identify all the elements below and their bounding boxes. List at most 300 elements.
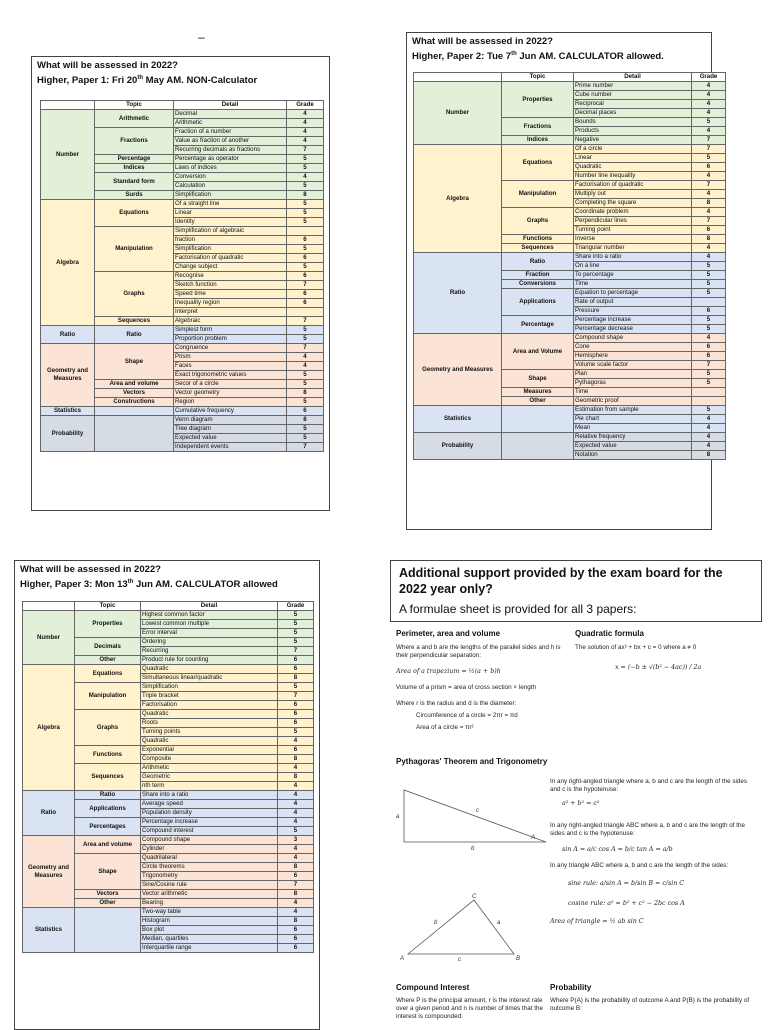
- right-triangle-label-b: b: [471, 846, 475, 852]
- grade-cell: 7: [287, 146, 324, 155]
- detail-cell: Cone: [574, 343, 692, 352]
- grade-cell: 4: [692, 109, 726, 118]
- subtopic-cell: Vectors: [95, 389, 174, 398]
- grade-cell: 4: [287, 119, 324, 128]
- detail-cell: Quadrilateral: [141, 854, 278, 863]
- detail-cell: Recurring decimals as fractions: [174, 146, 287, 155]
- topic-cell: Ratio: [414, 253, 502, 334]
- detail-cell: Expected value: [574, 442, 692, 451]
- detail-cell: Negative: [574, 136, 692, 145]
- compound-text: Where P is the principal amount, r is the interest rate over a given period and n is number of times that the interest is compounded:: [396, 997, 544, 1020]
- detail-cell: Recognise: [174, 272, 287, 281]
- detail-cell: Trigonometry: [141, 872, 278, 881]
- detail-cell: Vector geometry: [174, 389, 287, 398]
- grade-cell: 5: [278, 638, 314, 647]
- detail-cell: Turning point: [574, 226, 692, 235]
- table-row: [414, 145, 726, 154]
- detail-cell: Of a straight line: [174, 200, 287, 209]
- compound-heading: Compound Interest: [396, 983, 470, 992]
- prism-formula: Volume of a prism = area of cross section × length: [396, 684, 537, 691]
- grade-cell: 4: [692, 91, 726, 100]
- detail-cell: Coordinate problem: [574, 208, 692, 217]
- detail-cell: Pie chart: [574, 415, 692, 424]
- detail-cell: Sine/Cosine rule: [141, 881, 278, 890]
- detail-cell: Laws of indices: [174, 164, 287, 173]
- grade-cell: 7: [278, 692, 314, 701]
- column-header: Grade: [287, 101, 324, 110]
- grade-cell: 8: [287, 191, 324, 200]
- grade-cell: 5: [692, 370, 726, 379]
- tri-label-B: B: [516, 956, 521, 962]
- grade-cell: 5: [287, 263, 324, 272]
- assessment-table: [413, 72, 726, 460]
- grade-cell: 6: [692, 352, 726, 361]
- detail-cell: nth term: [141, 782, 278, 791]
- grade-cell: 5: [287, 182, 324, 191]
- detail-cell: Notation: [574, 451, 692, 460]
- topic-cell: Geometry and Measures: [414, 334, 502, 406]
- right-triangle-label-c: c: [476, 808, 479, 814]
- column-header: Topic: [75, 602, 141, 611]
- subtopic-cell: [95, 416, 174, 452]
- detail-cell: Prime number: [574, 82, 692, 91]
- subtopic-cell: Arithmetic: [95, 110, 174, 128]
- topic-cell: Number: [41, 110, 95, 200]
- grade-cell: 4: [692, 127, 726, 136]
- subtopic-cell: Standard form: [95, 173, 174, 191]
- detail-cell: Expected value: [174, 434, 287, 443]
- detail-cell: Change subject: [174, 263, 287, 272]
- detail-cell: Percentage increase: [574, 316, 692, 325]
- detail-cell: Geometric proof: [574, 397, 692, 406]
- detail-cell: Decimal places: [574, 109, 692, 118]
- grade-cell: 4: [692, 442, 726, 451]
- detail-cell: Simplification: [174, 245, 287, 254]
- column-header: Topic: [502, 73, 574, 82]
- table-row: [41, 416, 324, 425]
- grade-cell: 7: [278, 881, 314, 890]
- detail-cell: Quadratic: [141, 710, 278, 719]
- table-row: [23, 665, 314, 674]
- detail-cell: Exact trigonometric values: [174, 371, 287, 380]
- detail-cell: Lowest common multiple: [141, 620, 278, 629]
- column-header: Detail: [574, 73, 692, 82]
- subtopic-cell: Sequences: [75, 764, 141, 791]
- topic-cell: Algebra: [414, 145, 502, 253]
- formula-title: Additional support provided by the exam board for the 2022 year only?: [399, 566, 723, 596]
- detail-cell: Vector arithmetic: [141, 890, 278, 899]
- subtopic-cell: Ratio: [502, 253, 574, 271]
- tri-label-c: c: [458, 957, 461, 962]
- detail-cell: Prism: [174, 353, 287, 362]
- detail-cell: Histogram: [141, 917, 278, 926]
- detail-cell: Percentage increase: [141, 818, 278, 827]
- table-row: [23, 791, 314, 800]
- subtopic-cell: Shape: [75, 854, 141, 890]
- detail-cell: Conversion: [174, 173, 287, 182]
- detail-cell: Fraction of a number: [174, 128, 287, 137]
- grade-cell: 8: [278, 755, 314, 764]
- detail-cell: Calculation: [174, 182, 287, 191]
- detail-cell: Mean: [574, 424, 692, 433]
- detail-cell: Interquartile range: [141, 944, 278, 953]
- table-row: [23, 908, 314, 917]
- detail-cell: Arithmetic: [141, 764, 278, 773]
- detail-cell: Turning points: [141, 728, 278, 737]
- subtopic-cell: [95, 407, 174, 416]
- subtopic-cell: Fraction: [502, 271, 574, 280]
- detail-cell: Percentage decrease: [574, 325, 692, 334]
- grade-cell: 7: [692, 181, 726, 190]
- table-row: [23, 836, 314, 845]
- grade-cell: [692, 298, 726, 307]
- detail-cell: Sketch function: [174, 281, 287, 290]
- grade-cell: 5: [278, 683, 314, 692]
- detail-cell: Inequality region: [174, 299, 287, 308]
- detail-cell: Two-way table: [141, 908, 278, 917]
- header-blank: [414, 73, 502, 82]
- grade-cell: 8: [287, 416, 324, 425]
- compound-section: [396, 984, 546, 1021]
- detail-cell: On a line: [574, 262, 692, 271]
- detail-cell: Quadratic: [141, 737, 278, 746]
- right-triangle-label-a: a: [396, 814, 400, 820]
- detail-cell: Speed time: [174, 290, 287, 299]
- topic-cell: Number: [23, 611, 75, 665]
- detail-cell: Cube number: [574, 91, 692, 100]
- subtopic-cell: Fractions: [95, 128, 174, 155]
- topic-cell: Algebra: [41, 200, 95, 326]
- grade-cell: 4: [278, 764, 314, 773]
- grade-cell: 5: [692, 271, 726, 280]
- subtopic-cell: Graphs: [95, 272, 174, 317]
- grade-cell: 5: [692, 316, 726, 325]
- detail-cell: Volume scale factor: [574, 361, 692, 370]
- grade-cell: 6: [287, 254, 324, 263]
- header-blank: [23, 602, 75, 611]
- detail-cell: Triple bracket: [141, 692, 278, 701]
- detail-cell: Identity: [174, 218, 287, 227]
- table-row: [414, 82, 726, 91]
- detail-cell: Pressure: [574, 307, 692, 316]
- column-header: Grade: [692, 73, 726, 82]
- grade-cell: 3: [278, 836, 314, 845]
- detail-cell: Quadratic: [574, 163, 692, 172]
- formula-header-box: [390, 560, 762, 622]
- detail-cell: Quadratic: [141, 665, 278, 674]
- grade-cell: 6: [692, 343, 726, 352]
- grade-cell: 5: [278, 827, 314, 836]
- detail-cell: To percentage: [574, 271, 692, 280]
- subtopic-cell: Indices: [95, 164, 174, 173]
- topic-cell: Geometry and Measures: [41, 344, 95, 407]
- subtopic-cell: Decimals: [75, 638, 141, 656]
- grade-cell: 4: [278, 809, 314, 818]
- table-row: [41, 344, 324, 353]
- grade-cell: 7: [287, 344, 324, 353]
- grade-cell: 4: [278, 908, 314, 917]
- subtopic-cell: Equations: [75, 665, 141, 683]
- grade-cell: 4: [692, 415, 726, 424]
- detail-cell: Bearing: [141, 899, 278, 908]
- grade-cell: 5: [692, 406, 726, 415]
- grade-cell: 5: [692, 325, 726, 334]
- grade-cell: 4: [287, 353, 324, 362]
- detail-cell: Simplest form: [174, 326, 287, 335]
- radius-text: Where r is the radius and d is the diameter:: [396, 700, 517, 707]
- subtopic-cell: Vectors: [75, 890, 141, 899]
- detail-cell: Proportion problem: [174, 335, 287, 344]
- topic-cell: Statistics: [414, 406, 502, 433]
- detail-cell: Time: [574, 388, 692, 397]
- subtopic-cell: [502, 406, 574, 433]
- detail-cell: Pythagoras: [574, 379, 692, 388]
- grade-cell: 4: [287, 128, 324, 137]
- grade-cell: 4: [278, 737, 314, 746]
- grade-cell: 4: [278, 899, 314, 908]
- grade-cell: 5: [692, 154, 726, 163]
- paper-2-title: What will be assessed in 2022?: [412, 36, 553, 47]
- grade-cell: 4: [278, 845, 314, 854]
- sine-rule: sine rule: a/sin A = b/sin B = c/sin C: [568, 880, 685, 887]
- paper-2-card: [406, 32, 718, 530]
- grade-cell: 5: [692, 118, 726, 127]
- subtopic-cell: Equations: [502, 145, 574, 181]
- paper-1-card: [31, 56, 330, 511]
- grade-cell: 4: [278, 791, 314, 800]
- grade-cell: [692, 388, 726, 397]
- paper-3-card: [14, 560, 320, 1030]
- detail-cell: Composite: [141, 755, 278, 764]
- subtopic-cell: [502, 433, 574, 460]
- grade-cell: [692, 397, 726, 406]
- grade-cell: 5: [287, 335, 324, 344]
- subtopic-cell: [75, 908, 141, 953]
- subtopic-cell: Graphs: [502, 208, 574, 235]
- assessment-table: [22, 601, 314, 953]
- detail-cell: Decimal: [174, 110, 287, 119]
- detail-cell: Median, quartiles: [141, 935, 278, 944]
- detail-cell: Tree diagram: [174, 425, 287, 434]
- subtopic-cell: Area and volume: [75, 836, 141, 854]
- detail-cell: Simplification of algebraic: [174, 227, 287, 236]
- grade-cell: 6: [278, 656, 314, 665]
- paper-1-table-holder: [40, 100, 324, 452]
- grade-cell: 5: [287, 200, 324, 209]
- subtopic-cell: Sequences: [502, 244, 574, 253]
- grade-cell: 6: [278, 926, 314, 935]
- topic-cell: Statistics: [23, 908, 75, 953]
- grade-cell: 6: [278, 872, 314, 881]
- grade-cell: 6: [287, 272, 324, 281]
- grade-cell: 8: [278, 773, 314, 782]
- detail-cell: Faces: [174, 362, 287, 371]
- grade-cell: 6: [287, 407, 324, 416]
- detail-cell: Simplification: [174, 191, 287, 200]
- grade-cell: 7: [692, 361, 726, 370]
- grade-cell: 8: [287, 389, 324, 398]
- detail-cell: Independent events: [174, 443, 287, 452]
- grade-cell: 7: [287, 443, 324, 452]
- header-blank: [41, 101, 95, 110]
- subtopic-cell: Applications: [75, 800, 141, 818]
- detail-cell: Share into a ratio: [141, 791, 278, 800]
- paper-1-subtitle: Higher, Paper 1: Fri 20th May AM. NON-Calculator: [37, 75, 258, 87]
- grade-cell: 4: [692, 433, 726, 442]
- detail-cell: Compound interest: [141, 827, 278, 836]
- detail-cell: Inverse: [574, 235, 692, 244]
- detail-cell: Multiply out: [574, 190, 692, 199]
- subtopic-cell: Properties: [502, 82, 574, 118]
- subtopic-cell: Graphs: [75, 710, 141, 746]
- grade-cell: 4: [278, 854, 314, 863]
- grade-cell: 4: [287, 110, 324, 119]
- area-triangle-formula: Area of triangle = ½ ab sin C: [550, 918, 644, 925]
- topic-cell: Algebra: [23, 665, 75, 791]
- detail-cell: Linear: [574, 154, 692, 163]
- detail-cell: Factorisation: [141, 701, 278, 710]
- paper-1-title: What will be assessed in 2022?: [37, 60, 178, 71]
- subtopic-cell: Indices: [502, 136, 574, 145]
- detail-cell: Equation to percentage: [574, 289, 692, 298]
- grade-cell: 8: [278, 674, 314, 683]
- subtopic-cell: Manipulation: [75, 683, 141, 710]
- grade-cell: 8: [692, 199, 726, 208]
- subtopic-cell: Manipulation: [95, 227, 174, 272]
- grade-cell: 5: [692, 280, 726, 289]
- formula-intro: A formulae sheet is provided for all 3 papers:: [399, 602, 637, 616]
- detail-cell: Cylinder: [141, 845, 278, 854]
- grade-cell: 4: [692, 244, 726, 253]
- topic-cell: Probability: [41, 416, 95, 452]
- table-row: [414, 253, 726, 262]
- grade-cell: 5: [287, 155, 324, 164]
- detail-cell: Value as fraction of another: [174, 137, 287, 146]
- subtopic-cell: Area and Volume: [502, 334, 574, 370]
- detail-cell: Linear: [174, 209, 287, 218]
- tri-label-a: a: [497, 920, 501, 926]
- detail-cell: Ordering: [141, 638, 278, 647]
- grade-cell: 5: [287, 209, 324, 218]
- pythagoras-heading-wrap: [396, 758, 596, 766]
- detail-cell: Interpret: [174, 308, 287, 317]
- table-row: [414, 406, 726, 415]
- tri-label-b: b: [434, 920, 438, 926]
- subtopic-cell: Shape: [95, 344, 174, 380]
- table-header-row: [23, 602, 314, 611]
- grade-cell: 4: [287, 173, 324, 182]
- probability-heading: Probability: [550, 983, 592, 992]
- paper-3-title: What will be assessed in 2022?: [20, 564, 161, 575]
- grade-cell: 4: [692, 253, 726, 262]
- quadratic-heading: Quadratic formula: [575, 629, 644, 638]
- assessment-table: [40, 100, 324, 452]
- topic-cell: Ratio: [41, 326, 95, 344]
- grade-cell: 5: [287, 398, 324, 407]
- grade-cell: 5: [287, 245, 324, 254]
- quadratic-formula: x = (−b ± √(b² − 4ac)) / 2a: [615, 664, 702, 671]
- grade-cell: 7: [287, 317, 324, 326]
- grade-cell: 5: [287, 425, 324, 434]
- detail-cell: Error interval: [141, 629, 278, 638]
- detail-cell: Venn diagram: [174, 416, 287, 425]
- cosine-rule: cosine rule: a² = b² + c² − 2bc cos A: [568, 900, 685, 907]
- grade-cell: 5: [278, 620, 314, 629]
- area-circle-formula: Area of a circle = πr²: [416, 724, 474, 731]
- detail-cell: Region: [174, 398, 287, 407]
- probability-section: [550, 984, 750, 1013]
- grade-cell: 6: [692, 307, 726, 316]
- table-header-row: [41, 101, 324, 110]
- subtopic-cell: Equations: [95, 200, 174, 227]
- perimeter-section: [396, 630, 561, 732]
- grade-cell: 4: [692, 190, 726, 199]
- grade-cell: 7: [692, 217, 726, 226]
- tri-label-C: C: [472, 894, 477, 900]
- grade-cell: 5: [692, 379, 726, 388]
- formula-panel: [390, 560, 762, 1024]
- grade-cell: 8: [278, 917, 314, 926]
- probability-text: Where P(A) is the probability of outcome A and P(B) is the probability of outcome B:: [550, 997, 750, 1012]
- detail-cell: Hemisphere: [574, 352, 692, 361]
- subtopic-cell: Fractions: [502, 118, 574, 136]
- grade-cell: 7: [287, 281, 324, 290]
- subtopic-cell: Sequences: [95, 317, 174, 326]
- trapezium-formula: Area of a trapezium = ½(a + b)h: [396, 668, 501, 675]
- detail-cell: Completing the square: [574, 199, 692, 208]
- detail-cell: Population density: [141, 809, 278, 818]
- grade-cell: 5: [278, 629, 314, 638]
- detail-cell: Highest common factor: [141, 611, 278, 620]
- grade-cell: 4: [692, 334, 726, 343]
- circumference-formula: Circumference of a circle = 2πr = πd: [416, 712, 518, 719]
- grade-cell: 4: [692, 208, 726, 217]
- grade-cell: 4: [278, 782, 314, 791]
- top-dash: –: [198, 30, 205, 44]
- grade-cell: 6: [278, 710, 314, 719]
- grade-cell: 6: [287, 299, 324, 308]
- grade-cell: 5: [287, 434, 324, 443]
- grade-cell: 4: [287, 362, 324, 371]
- detail-cell: Estimation from sample: [574, 406, 692, 415]
- subtopic-cell: Conversions: [502, 280, 574, 289]
- grade-cell: 6: [287, 236, 324, 245]
- subtopic-cell: Shape: [502, 370, 574, 388]
- subtopic-cell: Other: [75, 899, 141, 908]
- grade-cell: 7: [692, 136, 726, 145]
- subtopic-cell: Other: [502, 397, 574, 406]
- grade-cell: 6: [278, 701, 314, 710]
- detail-cell: Rate of output: [574, 298, 692, 307]
- subtopic-cell: Constructions: [95, 398, 174, 407]
- grade-cell: 6: [278, 719, 314, 728]
- detail-cell: Congruence: [174, 344, 287, 353]
- pythagoras-equation: a² + b² = c²: [562, 800, 600, 807]
- paper-2-table-holder: [413, 72, 726, 460]
- table-row: [41, 110, 324, 119]
- right-triangle-shape: [404, 790, 546, 842]
- detail-cell: Products: [574, 127, 692, 136]
- detail-cell: Secor of a circle: [174, 380, 287, 389]
- general-triangle-diagram: [396, 892, 546, 962]
- detail-cell: Arithmetic: [174, 119, 287, 128]
- grade-cell: 6: [287, 290, 324, 299]
- topic-cell: Probability: [414, 433, 502, 460]
- grade-cell: 8: [278, 890, 314, 899]
- any-triangle-text: In any triangle ABC where a, b and c are the length of the sides:: [550, 862, 729, 869]
- grade-cell: 8: [692, 235, 726, 244]
- subtopic-cell: Manipulation: [502, 181, 574, 208]
